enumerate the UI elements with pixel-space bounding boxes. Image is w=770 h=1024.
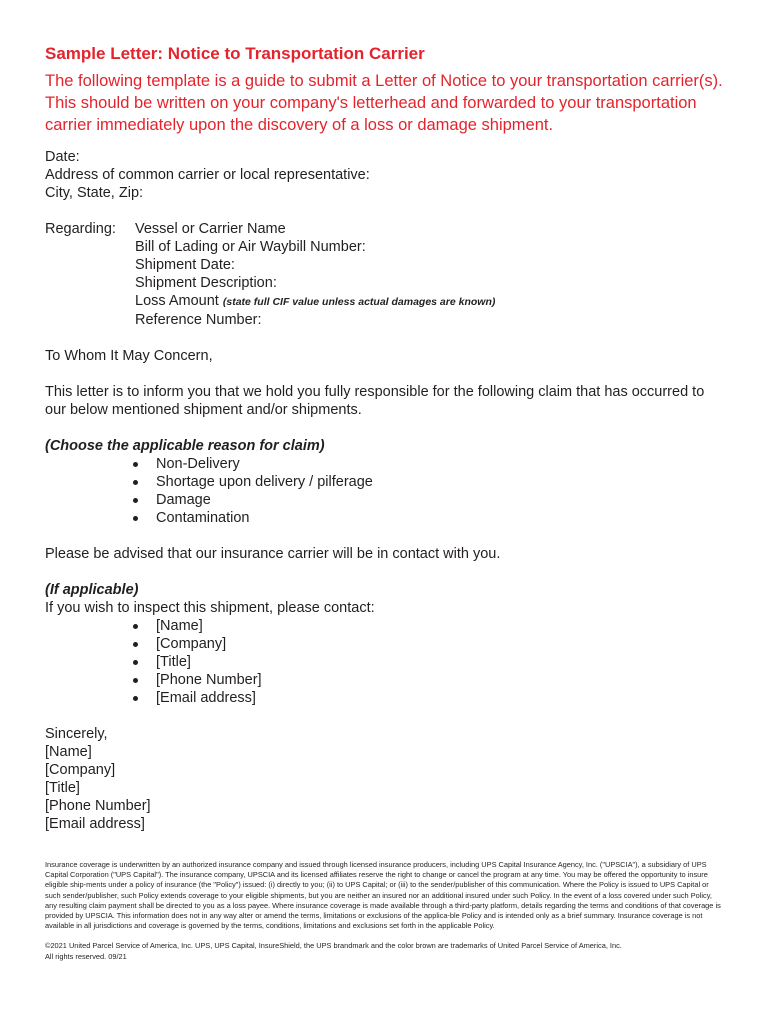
inform-paragraph: This letter is to inform you that we hold you fully responsible for the following claim that has occurred to our below mentioned shipment and/or shipments. bbox=[45, 384, 705, 418]
rights-reserved-line: All rights reserved. 09/21 bbox=[45, 951, 127, 961]
insurance-notice: Please be advised that our insurance carrier will be in contact with you. bbox=[45, 546, 501, 562]
list-item: Non-Delivery bbox=[129, 455, 725, 473]
list-item: Contamination bbox=[129, 509, 725, 527]
inspection-text: If you wish to inspect this shipment, please contact: bbox=[45, 600, 375, 616]
regarding-block bbox=[45, 220, 725, 329]
letter-document bbox=[45, 44, 725, 833]
regarding-item-bill-of-lading: Bill of Lading or Air Waybill Number: bbox=[135, 239, 366, 255]
list-item: Shortage upon delivery / pilferage bbox=[129, 473, 725, 491]
sign-off: Sincerely, bbox=[45, 726, 108, 742]
header-fields bbox=[45, 148, 725, 202]
regarding-item-vessel: Vessel or Carrier Name bbox=[135, 221, 286, 237]
list-item: Damage bbox=[129, 491, 725, 509]
closing-name: [Name] bbox=[45, 744, 92, 760]
closing-phone: [Phone Number] bbox=[45, 798, 151, 814]
closing-email: [Email address] bbox=[45, 816, 145, 832]
copyright-line: ©2021 United Parcel Service of America, Inc. UPS, UPS Capital, InsureShield, the UPS brandmark and the color brown are trademarks of United Parcel Service of America, Inc. bbox=[45, 941, 622, 951]
footer-copyright bbox=[45, 941, 725, 961]
footer bbox=[45, 860, 725, 962]
claim-reasons-heading: (Choose the applicable reason for claim) bbox=[45, 438, 325, 454]
address-field: Address of common carrier or local representative: bbox=[45, 167, 370, 183]
date-field: Date: bbox=[45, 149, 80, 165]
regarding-item-shipment-description: Shipment Description: bbox=[135, 275, 277, 291]
footer-disclaimer: Insurance coverage is underwritten by an authorized insurance company and issued through licensed insurance producers, including UPS Capital Insurance Agency, Inc. ("UPSCIA"), a subsidiary of UPS Capital Corporation ("UPS Capital"). The insurance company, UPSCIA and its licensed affiliates reserve the right to change or cancel the program at any time. You may be offered the opportunity to insure eligible ship-ments under a policy of insurance (the "Policy") issued: (i) directly to you; (ii) to UPS Capital; or (iii) to the sender/publisher of this communication. Where the Policy is issued to UPS Capital or such sender/publisher, such Policy extends coverage to your eligible shipments, but you are neither an insured nor an additional insured under such Policy. In the event of a loss covered under such Policy, any resulting claim payment shall be directed to you as a loss payee. Where insurance coverage is made available through a third-party platform, details regarding the terms and conditions of that coverage is provided by UPSCIA. This information does not in any way alter or amend the terms, limitations or exclusions of the applica-ble Policy and is intended only as a brief summary. Insurance coverage is not available in all jurisdictions and coverage is governed by the terms, conditions, limitations and exclusions set forth in the applicable Policy. bbox=[45, 860, 721, 931]
loss-amount-note: (state full CIF value unless actual damages are known) bbox=[222, 296, 496, 308]
loss-amount-label: Loss Amount bbox=[135, 293, 219, 309]
list-item: [Phone Number] bbox=[129, 671, 725, 689]
closing-title: [Title] bbox=[45, 780, 80, 796]
regarding-items bbox=[135, 220, 725, 329]
letter-body bbox=[45, 148, 725, 833]
list-item: [Title] bbox=[129, 653, 725, 671]
inspection-heading: (If applicable) bbox=[45, 582, 139, 598]
regarding-item-reference-number: Reference Number: bbox=[135, 312, 262, 328]
claim-reasons-list bbox=[45, 455, 725, 527]
inspection-contact-list bbox=[45, 617, 725, 707]
intro-paragraph: The following template is a guide to submit a Letter of Notice to your transportation carrier(s). This should be written on your company's letterhead and forwarded to your transportation carrier immediately upon the discovery of a loss or damage shipment. bbox=[45, 72, 723, 134]
closing-block bbox=[45, 725, 725, 833]
salutation: To Whom It May Concern, bbox=[45, 348, 213, 364]
city-state-zip-field: City, State, Zip: bbox=[45, 185, 144, 201]
document-title: Sample Letter: Notice to Transportation Carrier bbox=[45, 44, 425, 63]
regarding-item-loss-amount bbox=[135, 292, 725, 311]
list-item: [Name] bbox=[129, 617, 725, 635]
list-item: [Company] bbox=[129, 635, 725, 653]
list-item: [Email address] bbox=[129, 689, 725, 707]
closing-company: [Company] bbox=[45, 762, 116, 778]
regarding-item-shipment-date: Shipment Date: bbox=[135, 257, 235, 273]
regarding-label: Regarding: bbox=[45, 221, 116, 237]
